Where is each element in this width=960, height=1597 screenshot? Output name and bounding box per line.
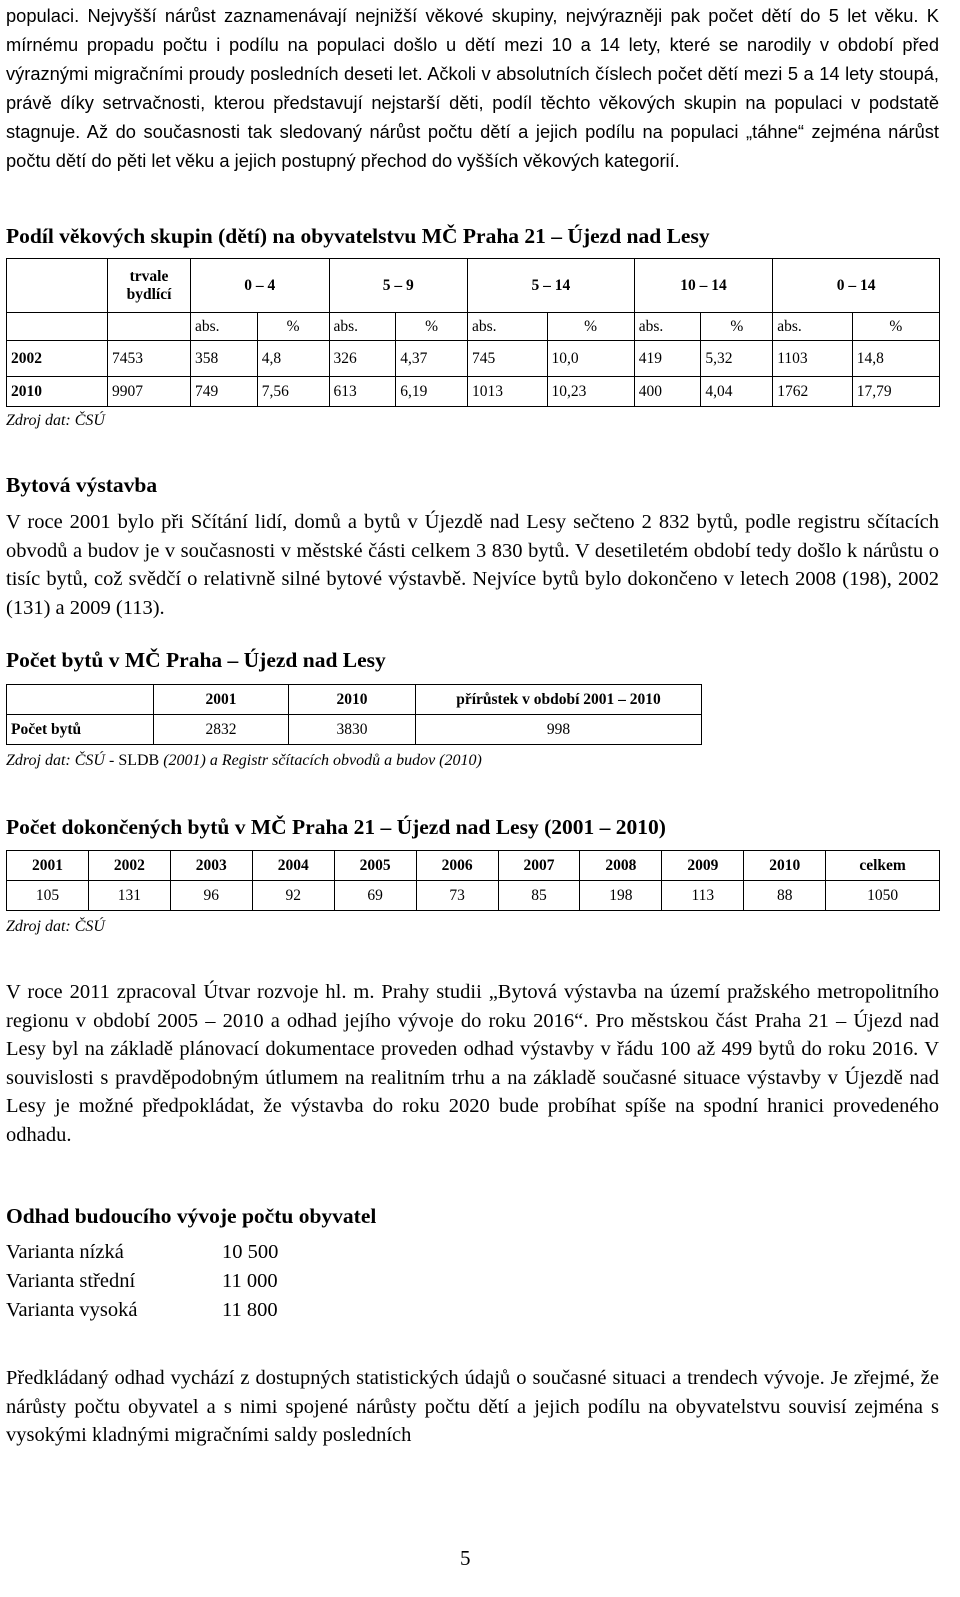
row-total: 9907 [108,377,191,407]
table-cell: 3830 [289,715,416,745]
table-corner-cell [7,685,154,715]
completed-flats-table [6,850,940,911]
column-header: 2006 [416,851,498,881]
column-header: 2005 [334,851,416,881]
study-paragraph: V roce 2011 zpracoval Útvar rozvoje hl. m. Prahy studii „Bytová výstavba na území pražského metropolitního regionu v období 2005 – 2010 a odhad jejího vývoje do roku 2016“. Pro městskou část Praha 21 – Újezd nad Lesy byl na základě plánovací dokumentace proveden odhad výstavby v řádu 100 až 499 bytů do roku 2016. V souvislosti s pravděpodobným útlumem na realitním trhu a na základě současné situace výstavby v Újezdě nad Lesy je možné předpokládat, že výstavba do roku 2020 bude probíhat spíše na spodní hranici provedeného odhadu. [6,981,939,1146]
age-group-table [6,258,940,407]
table-cell: 2832 [154,715,289,745]
row-year: 2002 [7,341,108,377]
table-cell: 4,8 [257,341,329,377]
variant-value: 11 000 [222,1270,278,1292]
table-cell: 7,56 [257,377,329,407]
table-row [7,881,940,911]
table-cell: 92 [252,881,334,911]
group-header: 10 – 14 [634,259,773,313]
table-cell: 400 [634,377,701,407]
column-header: přírůstek v období 2001 – 2010 [416,685,702,715]
table-cell: 14,8 [852,341,939,377]
pct-label: % [852,313,939,341]
variant-label: Varianta střední [6,1270,136,1292]
table-cell: 4,04 [701,377,773,407]
column-header: 2004 [252,851,334,881]
table-row [7,715,702,745]
column-header: celkem [826,851,940,881]
source-suffix: (2001) a Registr sčítacích obvodů a budov (2010) [159,752,482,769]
column-header: 2007 [498,851,580,881]
table-cell: 6,19 [396,377,468,407]
empty-cell [108,313,191,341]
variant-label: Varianta vysoká [6,1299,138,1321]
table-cell: 358 [191,341,258,377]
table-cell: 105 [7,881,89,911]
closing-paragraph: Předkládaný odhad vychází z dostupných statistických údajů o současné situaci a trendech vývoje. Je zřejmé, že nárůsty počtu obyvatel a s nimi spojené nárůsty počtu dětí a jejich podílu na obyvatelstvu souvisí zejména s vysokými kladnými migračními saldy posledních [6,1367,939,1446]
row-total: 7453 [108,341,191,377]
page-number: 5 [460,1546,471,1570]
table-cell: 88 [744,881,826,911]
variant-row [6,1238,278,1267]
group-header: 0 – 14 [773,259,940,313]
variant-value: 10 500 [222,1241,279,1263]
pct-label: % [701,313,773,341]
intro-paragraph: populaci. Nejvyšší nárůst zaznamenávají nejnižší věkové skupiny, nejvýrazněji pak počet dětí do 5 let věku. K mírnému propadu počtu i podílu na populaci došlo u dětí mezi 10 a 14 lety, které se narodily v období před výraznými migračními proudy posledních deseti let. Ačkoli v absolutních číslech počet dětí mezi 5 a 14 lety stoupá, právě díky setrvačnosti, kterou představují nejstarší děti, podíl těchto věkových skupin na populaci v podstatě stagnuje. Až do současnosti tak sledovaný nárůst počtu dětí a jejich podílu na populaci „táhne“ zejména nárůst počtu dětí do pěti let věku a jejich postupný přechod do vyšších věkových kategorií. [6,5,939,171]
table-cell: 326 [329,341,396,377]
table-cell: 17,79 [852,377,939,407]
flats-table [6,684,702,745]
table-cell: 69 [334,881,416,911]
age-table-header-row [7,259,940,313]
age-table-title: Podíl věkových skupin (dětí) na obyvatelstvu MČ Praha 21 – Újezd nad Lesy [6,224,710,248]
table-cell: 4,37 [396,341,468,377]
table-row [7,377,940,407]
table-cell: 96 [170,881,252,911]
column-header: 2002 [88,851,170,881]
group-header: 5 – 14 [468,259,635,313]
housing-heading: Bytová výstavba [6,473,158,497]
table-row [7,341,940,377]
pct-label: % [547,313,634,341]
population-variants [6,1238,278,1325]
table-cell: 749 [191,377,258,407]
group-header: 0 – 4 [191,259,330,313]
column-header: 2001 [154,685,289,715]
variant-row [6,1267,278,1296]
housing-paragraph: V roce 2001 bylo při Sčítání lidí, domů a bytů v Újezdě nad Lesy sečteno 2 832 bytů, podle registru sčítacích obvodů a budov je v současnosti v městské části celkem 3 830 bytů. V desetiletém období tedy došlo k nárůstu o tisíc bytů, což svědčí o relativně silné bytové výstavbě. Nejvíce bytů bylo dokončeno v letech 2008 (198), 2002 (131) a 2009 (113). [6,511,939,619]
abs-label: abs. [329,313,396,341]
column-header: 2009 [662,851,744,881]
table-cell: 419 [634,341,701,377]
completed-table-title: Počet dokončených bytů v MČ Praha 21 – Újezd nad Lesy (2001 – 2010) [6,815,666,839]
completed-table-header-row [7,851,940,881]
flats-table-header-row [7,685,702,715]
variant-label: Varianta nízká [6,1241,124,1263]
row-label: Počet bytů [7,715,154,745]
pct-label: % [257,313,329,341]
table-cell: 1103 [773,341,853,377]
table-cell: 198 [580,881,662,911]
flats-table-source [6,752,482,770]
row-year: 2010 [7,377,108,407]
table-cell: 1762 [773,377,853,407]
pct-label: % [396,313,468,341]
table-cell: 113 [662,881,744,911]
age-table-subheader-row [7,313,940,341]
table-cell: 131 [88,881,170,911]
table-cell: 745 [468,341,548,377]
abs-label: abs. [773,313,853,341]
completed-table-source: Zdroj dat: ČSÚ [6,918,105,935]
table-cell: 10,0 [547,341,634,377]
column-header: 2001 [7,851,89,881]
resident-header: trvale bydlící [108,259,191,313]
table-cell: 998 [416,715,702,745]
table-cell: 1013 [468,377,548,407]
column-header: 2010 [289,685,416,715]
table-cell: 1050 [826,881,940,911]
empty-cell [7,313,108,341]
table-cell: 73 [416,881,498,911]
column-header: 2003 [170,851,252,881]
abs-label: abs. [468,313,548,341]
variant-value: 11 800 [222,1299,278,1321]
source-abbr: SLDB [118,752,160,769]
table-cell: 5,32 [701,341,773,377]
table-cell: 10,23 [547,377,634,407]
column-header: 2010 [744,851,826,881]
column-header: 2008 [580,851,662,881]
source-prefix: Zdroj dat: ČSÚ - [6,752,119,769]
table-corner-cell [7,259,108,313]
table-cell: 613 [329,377,396,407]
estimate-heading: Odhad budoucího vývoje počtu obyvatel [6,1204,377,1228]
abs-label: abs. [634,313,701,341]
abs-label: abs. [191,313,258,341]
table-cell: 85 [498,881,580,911]
age-table-source: Zdroj dat: ČSÚ [6,412,105,429]
flats-table-title: Počet bytů v MČ Praha – Újezd nad Lesy [6,648,386,672]
group-header: 5 – 9 [329,259,468,313]
variant-row [6,1296,278,1325]
